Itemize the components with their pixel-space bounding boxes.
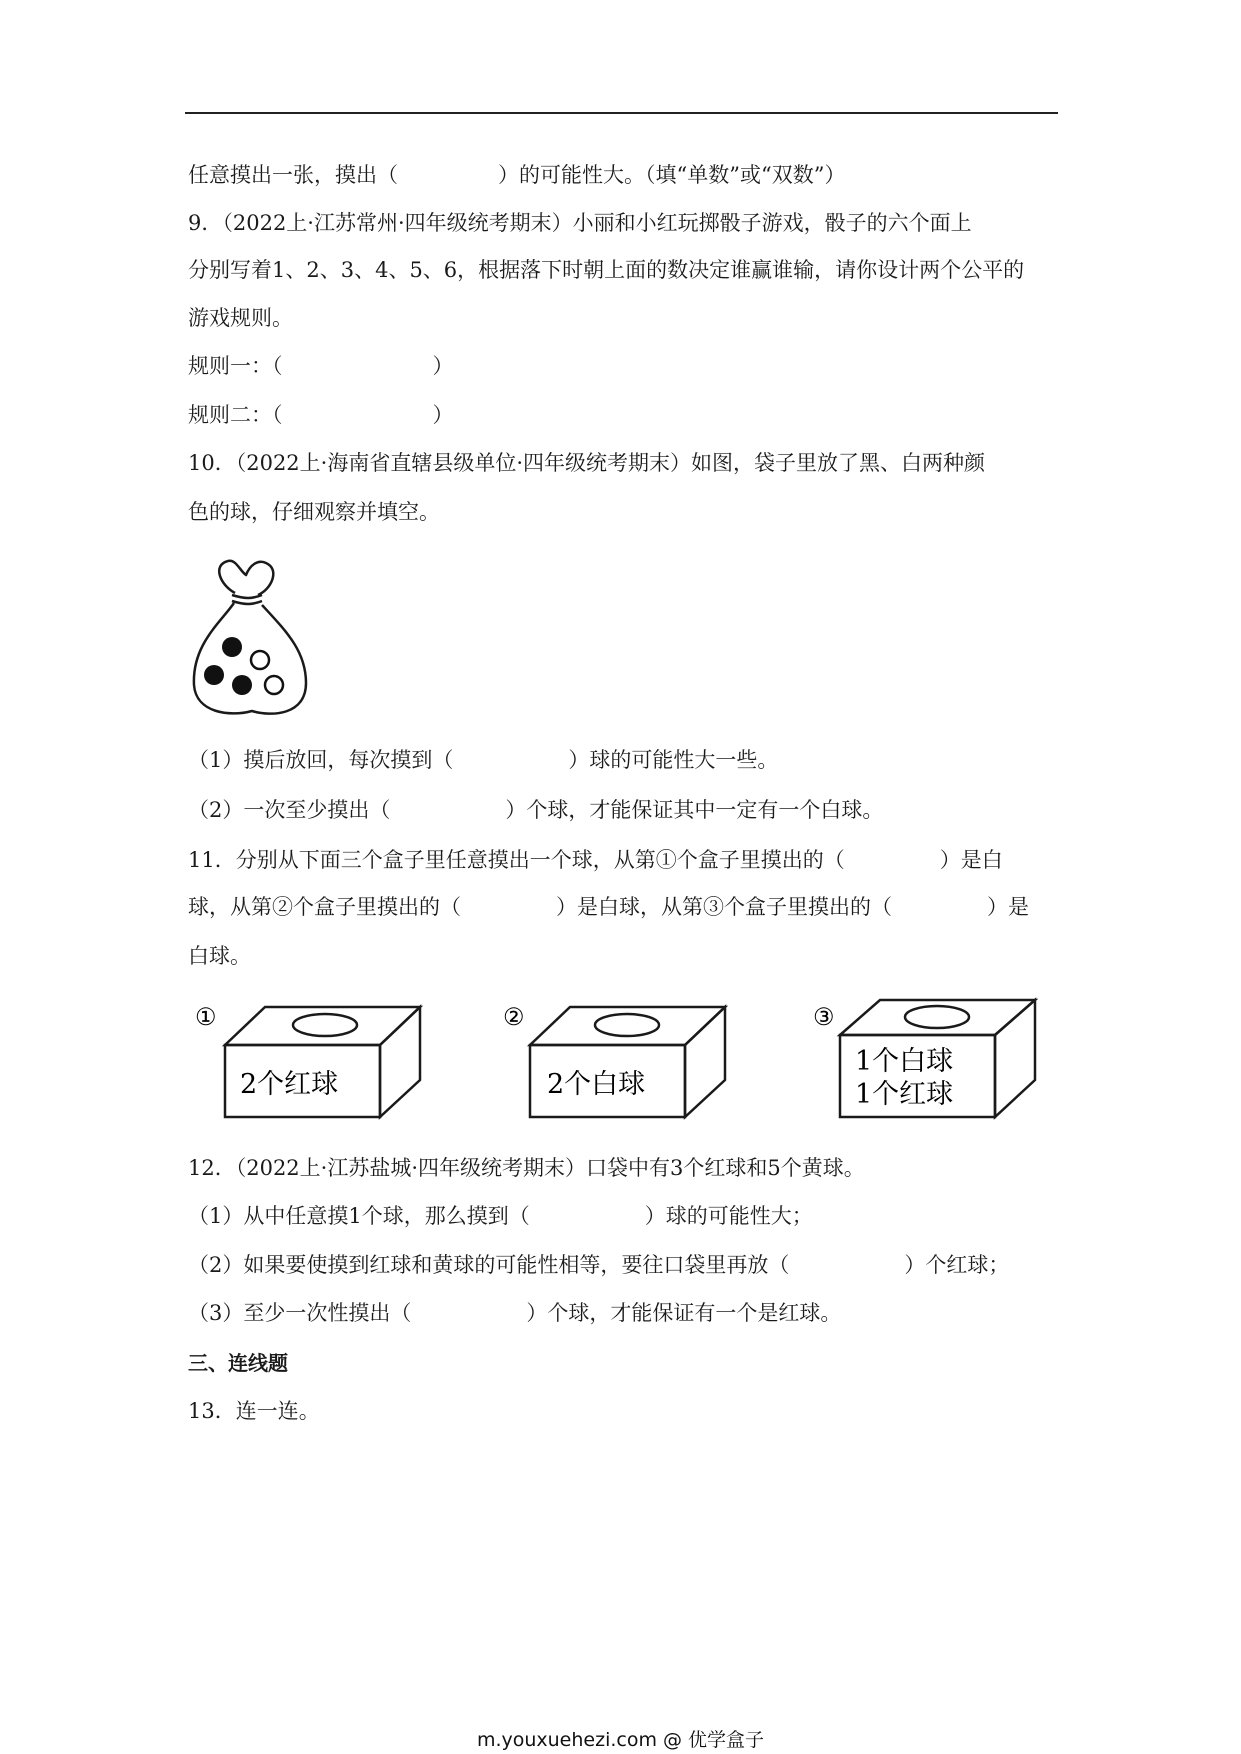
box-3-text-2: 1个红球 (855, 1079, 954, 1110)
q9-line-3: 游戏规则。 (188, 306, 293, 330)
q9-line-1: 9．（2022上·江苏常州·四年级统考期末）小丽和小红玩掷骰子游戏，骰子的六个面上 (188, 211, 972, 235)
q8-continuation: 任意摸出一张，摸出（ ）的可能性大。（填“单数”或“双数”） (188, 163, 846, 187)
q12-line-1: 12．（2022上·江苏盐城·四年级统考期末）口袋中有3个红球和5个黄球。 (188, 1156, 865, 1180)
q10-line-1: 10．（2022上·海南省直辖县级单位·四年级统考期末）如图，袋子里放了黑、白两种颜 (188, 451, 986, 475)
box-2-label: ② (503, 1003, 525, 1031)
box-3-text-1: 1个白球 (855, 1046, 954, 1077)
black-ball (222, 637, 242, 657)
box-1-text-1: 2个红球 (240, 1069, 339, 1100)
q10-sub-1: （1）摸后放回，每次摸到（ ）球的可能性大一些。 (188, 748, 779, 772)
box-2-text-1: 2个白球 (547, 1069, 646, 1100)
box-2 (530, 1007, 725, 1117)
box-1-label: ① (195, 1003, 217, 1031)
boxes-figure (195, 995, 1045, 1135)
white-ball (265, 676, 283, 694)
q12-sub-1: （1）从中任意摸1个球，那么摸到（ ）球的可能性大； (188, 1204, 813, 1228)
q11-line-2: 球，从第②个盒子里摸出的（ ）是白球，从第③个盒子里摸出的（ ）是 (188, 895, 1029, 919)
section-heading: 三、连线题 (188, 1351, 288, 1375)
q13-line: 13．连一连。 (188, 1399, 320, 1423)
q11-line-3: 白球。 (188, 944, 251, 968)
header-rule (185, 112, 1058, 114)
black-ball (232, 675, 252, 695)
q12-sub-3: （3）至少一次性摸出（ ）个球，才能保证有一个是红球。 (188, 1301, 842, 1325)
box-1 (225, 1007, 420, 1117)
box-3-label: ③ (813, 1003, 835, 1031)
q12-sub-2: （2）如果要使摸到红球和黄球的可能性相等，要往口袋里再放（ ）个红球； (188, 1253, 1010, 1277)
q9-rule-1: 规则一：（ ） (188, 354, 454, 378)
q9-line-2: 分别写着1、2、3、4、5、6，根据落下时朝上面的数决定谁赢谁输，请你设计两个公平的 (188, 258, 1025, 282)
q11-line-1: 11．分别从下面三个盒子里任意摸出一个球，从第①个盒子里摸出的（ ）是白 (188, 848, 1003, 872)
white-ball (251, 651, 269, 669)
bag-balls (204, 637, 283, 695)
q9-rule-2: 规则二：（ ） (188, 403, 454, 427)
ball-bag-figure (190, 555, 320, 720)
black-ball (204, 665, 224, 685)
q10-sub-2: （2）一次至少摸出（ ）个球，才能保证其中一定有一个白球。 (188, 798, 884, 822)
q10-line-2: 色的球，仔细观察并填空。 (188, 500, 440, 524)
footer-watermark: m.youxuehezi.com @ 优学盒子 (476, 1729, 765, 1751)
